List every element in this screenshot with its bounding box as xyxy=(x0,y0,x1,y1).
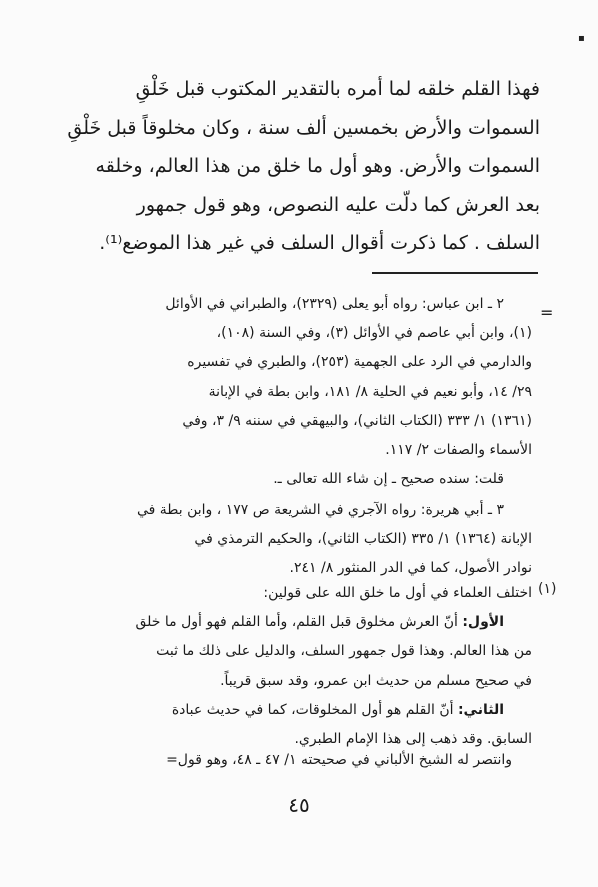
footnote-line: الإبانة (١٣٦٤) ١/ ٣٣٥ (الكتاب الثاني)، والحكيم الترمذي في xyxy=(194,531,532,548)
second-opinion-label: الثاني: xyxy=(457,701,504,718)
footnote-line: (١)، وابن أبي عاصم في الأوائل (٣)، وفي السنة (١٠٨)، xyxy=(216,325,532,342)
footnote-line: والدارمي في الرد على الجهمية (٢٥٣)، والطبري في تفسيره xyxy=(187,354,532,371)
main-line: السموات والأرض بخمسين ألف سنة ، وكان مخلوقاً قبل خَلْقِ xyxy=(67,116,540,139)
continuation-mark: = xyxy=(540,303,554,322)
footnote-hadith-3 xyxy=(50,496,532,584)
main-line: السموات والأرض. وهو أول ما خلق من هذا العالم، وخلقه xyxy=(95,155,540,177)
main-line: السلف . كما ذكرت أقوال السلف في غير هذا الموضع⁽¹⁾. xyxy=(99,232,540,254)
first-opinion-label: الأول: xyxy=(462,614,504,631)
footnote-qult: قلت: سنده صحيح ـ إن شاء الله تعالى ـ. xyxy=(273,471,504,488)
main-line: بعد العرش كما دلّت عليه النصوص، وهو قول جمهور xyxy=(136,193,540,216)
footnote-hadith-2 xyxy=(50,290,532,494)
second-opinion-text: أنّ القلم هو أول المخلوقات، كما في حديث عبادة xyxy=(171,701,458,718)
footnote-1 xyxy=(50,579,532,754)
footnote-line: من هذا العالم. وهذا قول جمهور السلف، والدليل على ذلك ما ثبت xyxy=(156,643,532,660)
first-opinion-text: أنّ العرش مخلوق قبل القلم، وأما القلم فهو أول ما خلق xyxy=(135,614,463,631)
footnote-line: الأسماء والصفات ٢/ ١١٧. xyxy=(385,442,532,459)
footnote-line xyxy=(50,608,532,637)
main-paragraph xyxy=(50,70,540,263)
footnote-line: (١٣٦١) ١/ ٣٣٣ (الكتاب الثاني)، والبيهقي في سننه ٩/ ٣، وفي xyxy=(182,412,532,429)
footnote-line xyxy=(50,696,532,725)
footnote-line: ٣ ـ أبي هريرة: رواه الآجري في الشريعة ص ١٧٧ ، وابن بطة في xyxy=(136,502,504,518)
footnote-line: وانتصر له الشيخ الألباني في صحيحته ١/ ٤٧ ـ ٤٨، وهو قول= xyxy=(166,752,512,768)
corner-mark-icon: ▪ xyxy=(578,33,585,44)
footnote-line: السابق. وقد ذهب إلى هذا الإمام الطبري. xyxy=(294,731,532,748)
footnote-line: في صحيح مسلم من حديث ابن عمرو، وقد سبق قريباً. xyxy=(220,672,532,689)
footnote-intro: اختلف العلماء في أول ما خلق الله على قولين: xyxy=(263,585,532,601)
footnote-line: نوادر الأصول، كما في الدر المنثور ٨/ ٢٤١. xyxy=(289,560,532,577)
footnote-line: ٢٩/ ١٤، وأبو نعيم في الحلية ٨/ ١٨١، وابن بطة في الإبانة xyxy=(208,383,532,400)
footnote-last-line xyxy=(50,746,540,775)
main-line: فهذا القلم خلقه لما أمره بالتقدير المكتوب قبل خَلْقِ xyxy=(135,78,540,100)
page-number: ٤٥ xyxy=(288,793,310,817)
footnote-divider xyxy=(372,272,538,274)
footnote-number: (١) xyxy=(538,581,557,597)
footnote-line: ٢ ـ ابن عباس: رواه أبو يعلى (٢٣٢٩)، والطبراني في الأوائل xyxy=(165,296,504,312)
